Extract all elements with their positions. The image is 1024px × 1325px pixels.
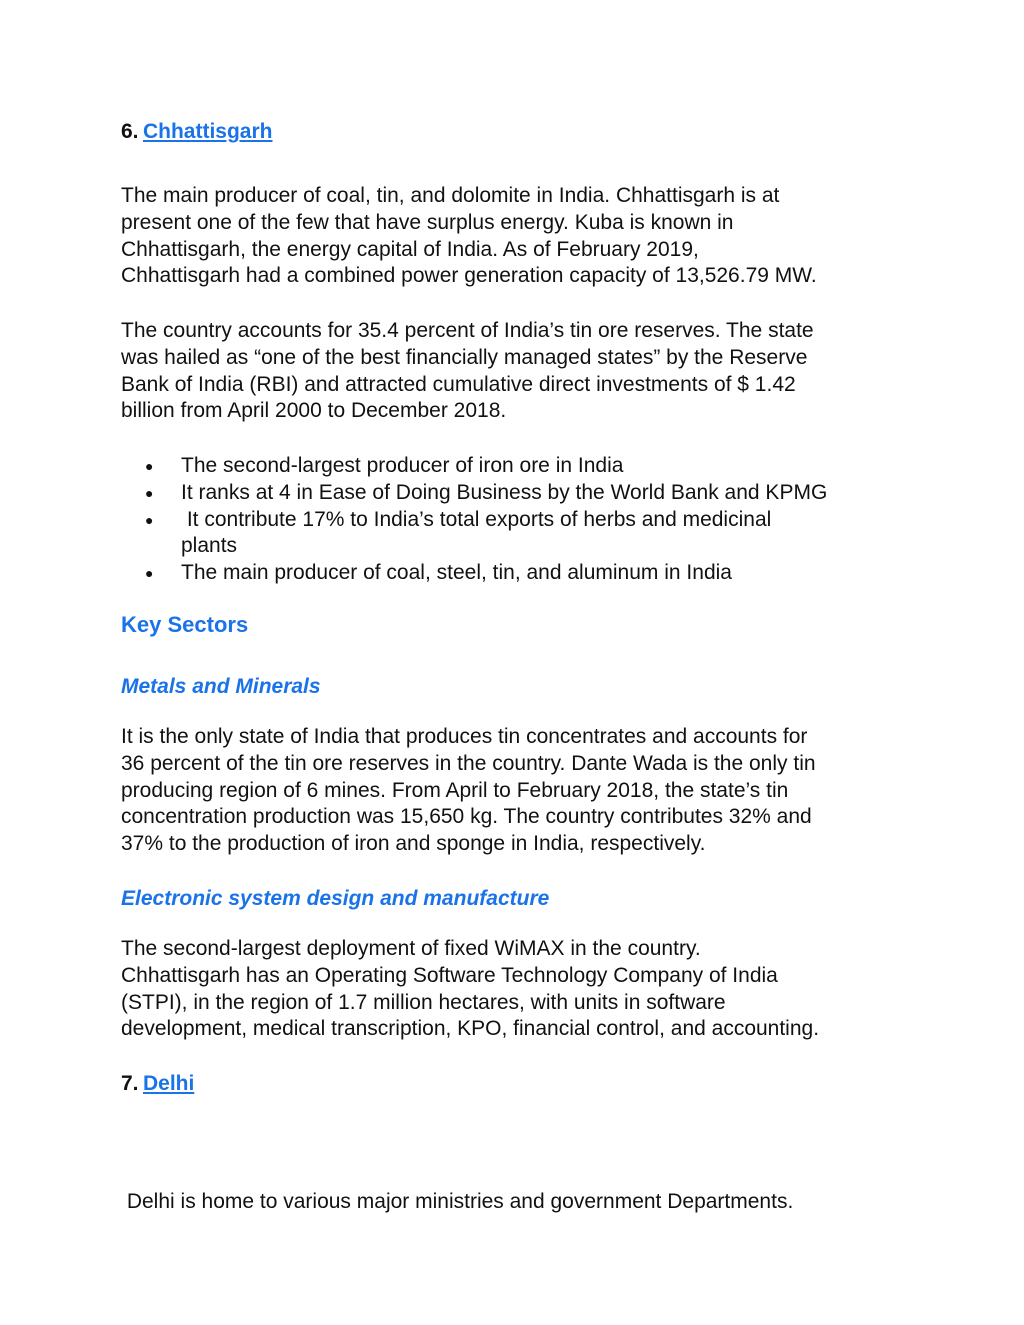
text-line: The country accounts for 35.4 percent of India’s tin ore reserves. The state — [121, 319, 814, 342]
text-line: Chhattisgarh, the energy capital of India. As of February 2019, — [121, 237, 699, 261]
text-line: Chhattisgarh has an Operating Software Technology Company of India — [121, 963, 778, 987]
text-line: Bank of India (RBI) and attracted cumulative direct investments of $ 1.42 — [121, 372, 796, 396]
list-item-text: plants — [181, 534, 238, 558]
text-line: (STPI), in the region of 1.7 million hectares, with units in software — [121, 990, 726, 1014]
text-line: Delhi is home to various major ministries and government Departments. — [121, 1189, 794, 1213]
text-line: It is the only state of India that produces tin concentrates and accounts for — [121, 725, 808, 748]
key-sectors-heading: Key Sectors — [121, 612, 249, 637]
bullet-dot-icon: ● — [145, 511, 154, 528]
list-item-text: It contribute 17% to India’s total exports of herbs and medicinal — [181, 507, 772, 531]
text-line: development, medical transcription, KPO, financial control, and accounting. — [121, 1017, 820, 1041]
paragraph-metals — [121, 724, 816, 858]
section-6-heading — [121, 120, 272, 144]
delhi-link[interactable]: Delhi — [142, 1072, 195, 1095]
list-item-text: It ranks at 4 in Ease of Doing Business by the World Bank and KPMG — [181, 480, 828, 504]
list-item — [121, 453, 827, 480]
paragraph-reserves — [121, 318, 814, 425]
section-number: 6. — [121, 120, 139, 143]
list-item — [121, 480, 827, 507]
text-line: concentration production was 15,650 kg. The country contributes 32% and — [121, 805, 812, 829]
list-item — [121, 507, 827, 561]
text-line: Chhattisgarh had a combined power generation capacity of 13,526.79 MW. — [121, 264, 817, 288]
list-item-text: The second-largest producer of iron ore in India — [181, 454, 624, 477]
bullet-list — [121, 453, 827, 587]
section-7-heading — [121, 1072, 194, 1096]
metals-minerals-heading: Metals and Minerals — [121, 675, 321, 698]
chhattisgarh-link[interactable]: Chhattisgarh — [142, 120, 273, 143]
text-line: The second-largest deployment of fixed WiMAX in the country. — [121, 937, 701, 960]
paragraph-intro — [121, 183, 817, 290]
text-line: producing region of 6 mines. From April to February 2018, the state’s tin — [121, 778, 789, 802]
bullet-dot-icon: ● — [145, 565, 154, 582]
paragraph-delhi — [121, 1135, 793, 1269]
text-line: was hailed as “one of the best financially managed states” by the Reserve — [121, 345, 808, 369]
text-line: present one of the few that have surplus energy. Kuba is known in — [121, 210, 734, 234]
text-line: billion from April 2000 to December 2018. — [121, 399, 507, 423]
paragraph-electronic — [121, 936, 819, 1043]
text-line: 37% to the production of iron and sponge in India, respectively. — [121, 832, 706, 856]
text-line: The main producer of coal, tin, and dolomite in India. Chhattisgarh is at — [121, 184, 780, 207]
list-item-text: The main producer of coal, steel, tin, and aluminum in India — [181, 561, 732, 585]
bullet-dot-icon: ● — [145, 484, 154, 501]
section-number: 7. — [121, 1072, 139, 1095]
electronic-design-heading: Electronic system design and manufacture — [121, 887, 550, 910]
text-line: 36 percent of the tin ore reserves in the country. Dante Wada is the only tin — [121, 751, 816, 775]
bullet-dot-icon: ● — [145, 458, 154, 474]
list-item — [121, 560, 827, 587]
